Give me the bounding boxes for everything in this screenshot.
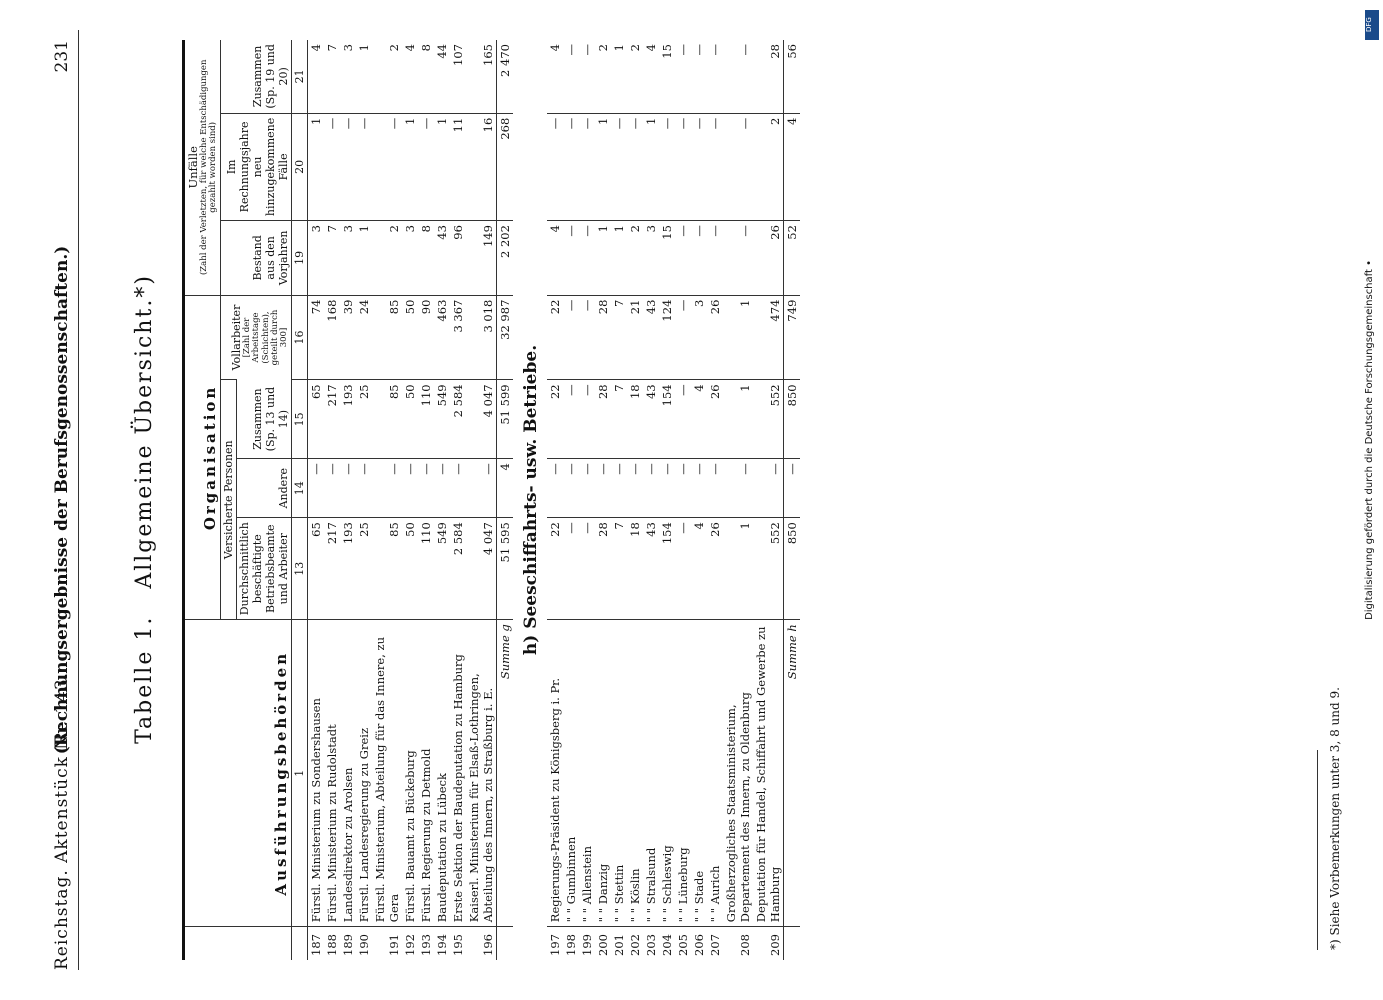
table-row (722, 40, 752, 960)
cell-c16: — (578, 295, 594, 380)
cell-c19: 7 (323, 221, 339, 296)
row-number: 189 (339, 927, 355, 960)
cell-c13: 50 (401, 518, 417, 620)
row-name: Fürstl. Ministerium, Abteilung für das Innere, zu Gera (371, 620, 401, 927)
versicherte-header: Versicherte Personen (220, 380, 236, 620)
cell-c20: — (674, 113, 690, 220)
cell-c19: — (578, 221, 594, 296)
cell-c19: 1 (610, 221, 626, 296)
table-row (433, 40, 449, 960)
cell-c13: 154 (658, 518, 674, 620)
cell-c13: 1 (722, 518, 752, 620)
cell-c21: 7 (324, 44, 339, 52)
cell-c20: — (371, 113, 401, 220)
row-number: 193 (417, 927, 433, 960)
table-label: Tabelle 1. (131, 615, 157, 744)
cell-c21: 2 (386, 44, 401, 52)
cell-c19: 43 (433, 221, 449, 296)
cell-c15: 18 (626, 380, 642, 459)
cell-c21: — (707, 44, 722, 56)
colnum-19: 19 (291, 221, 307, 296)
cell-c16: 21 (626, 295, 642, 380)
cell-c15: 110 (417, 380, 433, 459)
cell-c21: 4 (402, 44, 417, 52)
cell-c15: 217 (323, 380, 339, 459)
cell-c15: 43 (642, 380, 658, 459)
cell-c14: — (371, 459, 401, 518)
section-h-body (546, 40, 799, 960)
cell-c21: 28 (767, 44, 782, 59)
cell-c21: 44 (434, 44, 449, 59)
row-name: " " Allenstein (578, 620, 594, 927)
zusammen21-header: Zusammen (Sp. 19 und 20) (220, 40, 291, 113)
cell-c19: — (674, 221, 690, 296)
cell-c16: 3 (690, 295, 706, 380)
colnum-15: 15 (291, 380, 307, 459)
cell-c15: 28 (594, 380, 610, 459)
unfaelle-header (183, 40, 220, 295)
table-row (323, 40, 339, 960)
cell-c19: 96 (449, 221, 465, 296)
cell-c21: 2 (595, 44, 610, 52)
sum-c19: 2 202 (496, 221, 513, 296)
cell-c16: 74 (307, 295, 324, 380)
cell-c14: — (674, 459, 690, 518)
colnum-20: 20 (291, 113, 307, 220)
cell-c16: 24 (355, 295, 371, 380)
table-name: Allgemeine Übersicht.*) (131, 274, 157, 589)
row-number: 194 (433, 927, 449, 960)
row-name: Deputation für Handel, Schiffahrt und Gewerbe zu Hamburg (752, 620, 783, 927)
cell-c16: — (562, 295, 578, 380)
cell-c14: — (465, 459, 496, 518)
cell-c13: 85 (371, 518, 401, 620)
cell-c14: — (610, 459, 626, 518)
cell-c13: 110 (417, 518, 433, 620)
table-row (401, 40, 417, 960)
row-number: 190 (355, 927, 371, 960)
neu-header: Im Rechnungsjahre neu hinzugekommene Fälle (220, 113, 291, 220)
table-row (417, 40, 433, 960)
cell-c16: 43 (642, 295, 658, 380)
cell-c13: 22 (546, 518, 562, 620)
cell-c15: 4 047 (465, 380, 496, 459)
row-name: Fürstl. Landesregierung zu Greiz (355, 620, 371, 927)
row-name: Landesdirektor zu Arolsen (339, 620, 355, 927)
section-g-body (307, 40, 513, 960)
row-name: " " Köslin (626, 620, 642, 927)
section-h-heading-body (512, 40, 546, 960)
cell-c20: — (546, 113, 562, 220)
zusammen15-header: Zusammen (Sp. 13 und 14) (236, 380, 291, 459)
row-number: 206 (690, 927, 706, 960)
cell-c20: — (722, 113, 752, 220)
cell-c13: 26 (706, 518, 722, 620)
cell-c20: — (355, 113, 371, 220)
cell-c13: 28 (594, 518, 610, 620)
row-name: " " Stettin (610, 620, 626, 927)
row-number: 204 (658, 927, 674, 960)
cell-c20: — (578, 113, 594, 220)
cell-c14: — (449, 459, 465, 518)
table-row (307, 40, 324, 960)
row-name: " " Gumbinnen (562, 620, 578, 927)
row-number: 205 (674, 927, 690, 960)
table-title (132, 30, 157, 970)
cell-c16: 463 (433, 295, 449, 380)
cell-c21: 4 (308, 44, 323, 52)
cell-c16: 168 (323, 295, 339, 380)
unfaelle-title: Unfälle (185, 146, 200, 189)
cell-c14: — (433, 459, 449, 518)
cell-c14: — (562, 459, 578, 518)
cell-c21: 2 (627, 44, 642, 52)
cell-c19: 1 (355, 221, 371, 296)
andere-header: Andere (236, 459, 291, 518)
cell-c13: 65 (307, 518, 324, 620)
colnum-16: 16 (291, 295, 307, 380)
page-header (52, 30, 88, 970)
colnum-14: 14 (291, 459, 307, 518)
cell-c15: 154 (658, 380, 674, 459)
cell-c14: — (339, 459, 355, 518)
row-number: 196 (465, 927, 496, 960)
cell-c21: 1 (611, 44, 626, 52)
row-number: 195 (449, 927, 465, 960)
cell-c16: 28 (594, 295, 610, 380)
footnote: *) Siehe Vorbemerkungen unter 3, 8 und 9. (1327, 687, 1342, 950)
vollarbeiter-title: Vollarbeiter (229, 304, 243, 371)
cell-c20: 1 (642, 113, 658, 220)
cell-c16: 474 (752, 295, 783, 380)
row-number: 198 (562, 927, 578, 960)
table-row (752, 40, 783, 960)
sum-row (496, 40, 513, 960)
cell-c20: — (610, 113, 626, 220)
cell-c19: — (690, 221, 706, 296)
cell-c20: — (562, 113, 578, 220)
sum-c13: 51 595 (496, 518, 513, 620)
header-left: Reichstag. Aktenstück Nr. 143. (51, 671, 72, 970)
row-name: " " Stade (690, 620, 706, 927)
cell-c15: 50 (401, 380, 417, 459)
sum-c19: 52 (783, 221, 800, 296)
row-number: 202 (626, 927, 642, 960)
cell-c19: 3 (307, 221, 324, 296)
row-number: 197 (546, 927, 562, 960)
row-number: 208 (722, 927, 752, 960)
cell-c20: 1 (307, 113, 324, 220)
cell-c13: 549 (433, 518, 449, 620)
cell-c21: 107 (450, 44, 465, 66)
cell-c21: 15 (659, 44, 674, 59)
cell-c20: 1 (401, 113, 417, 220)
cell-c15: 22 (546, 380, 562, 459)
cell-c20: 1 (594, 113, 610, 220)
cell-c13: — (562, 518, 578, 620)
cell-c20: — (323, 113, 339, 220)
row-number: 203 (642, 927, 658, 960)
cell-c19: 26 (752, 221, 783, 296)
vollarbeiter-header (220, 295, 291, 380)
cell-c15: 193 (339, 380, 355, 459)
cell-c16: 124 (658, 295, 674, 380)
cell-c14: — (752, 459, 783, 518)
cell-c15: 1 (722, 380, 752, 459)
sum-c14: — (783, 459, 800, 518)
cell-c13: — (674, 518, 690, 620)
cell-c14: — (642, 459, 658, 518)
cell-c14: — (722, 459, 752, 518)
cell-c20: — (626, 113, 642, 220)
row-name: " " Danzig (594, 620, 610, 927)
row-name: " " Aurich (706, 620, 722, 927)
row-number: 207 (706, 927, 722, 960)
table-row (355, 40, 371, 960)
nr-header (183, 927, 291, 960)
header-center: (Rechnungsergebnisse der Berufsgenossenschaften.) (51, 245, 72, 755)
sum-c16: 32 987 (496, 295, 513, 380)
cell-c15: 552 (752, 380, 783, 459)
table-row (658, 40, 674, 960)
cell-c14: — (417, 459, 433, 518)
sum-c21: 2 470 (496, 40, 513, 113)
cell-c21: — (675, 44, 690, 56)
sum-c14: 4 (496, 459, 513, 518)
header-rule (78, 30, 79, 970)
cell-c19: 2 (626, 221, 642, 296)
cell-c21: — (563, 44, 578, 56)
cell-c13: 552 (752, 518, 783, 620)
cell-c21: 1 (356, 44, 371, 52)
cell-c19: 15 (658, 221, 674, 296)
table-row (339, 40, 355, 960)
sum-label: Summe g (496, 620, 513, 927)
table-row (690, 40, 706, 960)
section-h-title: h) Seeschiffahrts- usw. Betriebe. (520, 344, 541, 656)
cell-c19: 1 (594, 221, 610, 296)
cell-c20: — (706, 113, 722, 220)
cell-c20: — (417, 113, 433, 220)
sum-c15: 850 (783, 380, 800, 459)
cell-c21: 4 (643, 44, 658, 52)
row-number: 201 (610, 927, 626, 960)
cell-c20: — (690, 113, 706, 220)
row-number: 209 (752, 927, 783, 960)
column-numbers (291, 40, 307, 960)
cell-c21: 4 (547, 44, 562, 52)
page-number: 231 (51, 40, 72, 73)
colnum-blank (291, 927, 307, 960)
cell-c14: — (594, 459, 610, 518)
row-name: Großherzogliches Staatsministerium, Departement des Innern, zu Oldenburg (722, 620, 752, 927)
cell-c19: — (562, 221, 578, 296)
table-row (674, 40, 690, 960)
cell-c14: — (690, 459, 706, 518)
sum-c21: 56 (783, 40, 800, 113)
cell-c21: 8 (418, 44, 433, 52)
row-number: 200 (594, 927, 610, 960)
cell-c21: 3 (340, 44, 355, 52)
cell-c15: 7 (610, 380, 626, 459)
row-name: " " Lüneburg (674, 620, 690, 927)
footnote-rule (1317, 750, 1318, 950)
cell-c16: 3 367 (449, 295, 465, 380)
cell-c14: — (546, 459, 562, 518)
cell-c16: 39 (339, 295, 355, 380)
table-row (465, 40, 496, 960)
row-number: 192 (401, 927, 417, 960)
sum-label: Summe h (783, 620, 800, 927)
organisation-header: Organisation (183, 295, 220, 620)
cell-c13: 4 047 (465, 518, 496, 620)
cell-c15: — (578, 380, 594, 459)
cell-c15: 549 (433, 380, 449, 459)
row-number: 191 (371, 927, 401, 960)
row-number: 199 (578, 927, 594, 960)
cell-c14: — (307, 459, 324, 518)
cell-c13: 217 (323, 518, 339, 620)
cell-c19: 4 (546, 221, 562, 296)
sum-c16: 749 (783, 295, 800, 380)
overview-table (182, 40, 800, 960)
cell-c16: 26 (706, 295, 722, 380)
colnum-13: 13 (291, 518, 307, 620)
cell-c16: 90 (417, 295, 433, 380)
sum-row (783, 40, 800, 960)
sum-blank (496, 927, 513, 960)
cell-c13: 7 (610, 518, 626, 620)
cell-c15: — (562, 380, 578, 459)
cell-c14: — (323, 459, 339, 518)
cell-c16: 3 018 (465, 295, 496, 380)
row-name: Kaiserl. Ministerium für Elsaß-Lothringen, Abteilung des Innern, zu Straßburg i. E. (465, 620, 496, 927)
cell-c13: 2 584 (449, 518, 465, 620)
cell-c19: 149 (465, 221, 496, 296)
cell-c19: 8 (417, 221, 433, 296)
bestand-header: Bestand aus den Vorjahren (220, 221, 291, 296)
sum-c13: 850 (783, 518, 800, 620)
cell-c20: 11 (449, 113, 465, 220)
cell-c14: — (626, 459, 642, 518)
table-row (546, 40, 562, 960)
cell-c13: 4 (690, 518, 706, 620)
vollarbeiter-sub: [Zahl der Arbeitstage (Schichten), geteilt durch 300] (241, 309, 289, 366)
cell-c19: 3 (642, 221, 658, 296)
cell-c15: 85 (371, 380, 401, 459)
row-name: Erste Sektion der Baudeputation zu Hamburg (449, 620, 465, 927)
cell-c21: 165 (480, 44, 495, 66)
rotated-page (32, 30, 1352, 970)
sum-c20: 268 (496, 113, 513, 220)
colnum-21: 21 (291, 40, 307, 113)
row-number: 187 (307, 927, 324, 960)
cell-c20: — (339, 113, 355, 220)
unfaelle-sub: (Zahl der Verletzten, für welche Entschädigungen gezahlt worden sind) (198, 59, 218, 276)
row-name: Regierungs-Präsident zu Königsberg i. Pr. (546, 620, 562, 927)
cell-c20: 1 (433, 113, 449, 220)
sum-c20: 4 (783, 113, 800, 220)
cell-c15: 25 (355, 380, 371, 459)
cell-c15: 65 (307, 380, 324, 459)
sum-c15: 51 599 (496, 380, 513, 459)
digitization-note: Digitalisierung gefördert durch die Deutsche Forschungsgemeinschaft • (1364, 260, 1375, 620)
cell-c15: 2 584 (449, 380, 465, 459)
cell-c14: — (401, 459, 417, 518)
row-number: 188 (323, 927, 339, 960)
cell-c16: 85 (371, 295, 401, 380)
cell-c19: 2 (371, 221, 401, 296)
row-name: Baudeputation zu Lübeck (433, 620, 449, 927)
cell-c13: 18 (626, 518, 642, 620)
row-name: " " Schleswig (658, 620, 674, 927)
cell-c21: — (579, 44, 594, 56)
cell-c16: — (674, 295, 690, 380)
cell-c20: 2 (752, 113, 783, 220)
cell-c15: — (674, 380, 690, 459)
row-name: Fürstl. Regierung zu Detmold (417, 620, 433, 927)
table-row (626, 40, 642, 960)
sum-blank (783, 927, 800, 960)
table-row (578, 40, 594, 960)
cell-c19: — (706, 221, 722, 296)
table-row (371, 40, 401, 960)
dfg-logo: DFG (1365, 10, 1379, 40)
cell-c15: 26 (706, 380, 722, 459)
cell-c13: 25 (355, 518, 371, 620)
ausf-header: Ausführungsbehörden (183, 620, 291, 927)
row-name: Fürstl. Bauamt zu Bückeburg (401, 620, 417, 927)
row-name: Fürstl. Ministerium zu Sondershausen (307, 620, 324, 927)
cell-c16: 50 (401, 295, 417, 380)
table-row (706, 40, 722, 960)
cell-c16: 1 (722, 295, 752, 380)
cell-c15: 4 (690, 380, 706, 459)
table-row (449, 40, 465, 960)
table-row (610, 40, 626, 960)
cell-c21: — (691, 44, 706, 56)
cell-c14: — (355, 459, 371, 518)
cell-c20: 16 (465, 113, 496, 220)
row-name: Fürstl. Ministerium zu Rudolstadt (323, 620, 339, 927)
cell-c19: — (722, 221, 752, 296)
cell-c14: — (658, 459, 674, 518)
cell-c21: — (737, 44, 752, 56)
table-row (594, 40, 610, 960)
cell-c16: 22 (546, 295, 562, 380)
cell-c19: 3 (401, 221, 417, 296)
cell-c13: 193 (339, 518, 355, 620)
cell-c16: 7 (610, 295, 626, 380)
table-row (642, 40, 658, 960)
colnum-1: 1 (291, 620, 307, 927)
cell-c13: 43 (642, 518, 658, 620)
cell-c13: — (578, 518, 594, 620)
cell-c14: — (706, 459, 722, 518)
row-name: " " Stralsund (642, 620, 658, 927)
cell-c14: — (578, 459, 594, 518)
cell-c20: — (658, 113, 674, 220)
table-row (562, 40, 578, 960)
cell-c19: 3 (339, 221, 355, 296)
durchschnitt-header: Durchschnittlich beschäftigte Betriebsbeamte und Arbeiter (236, 518, 291, 620)
